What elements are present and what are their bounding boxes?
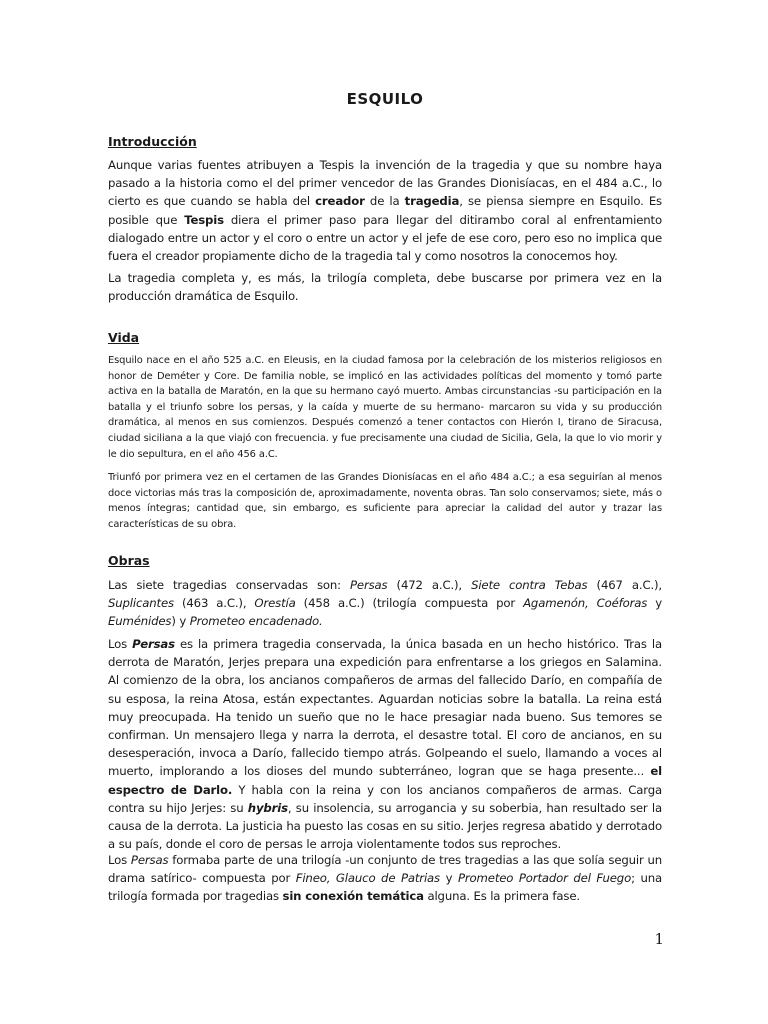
text-run: Los [108, 853, 131, 867]
text-run: formaba parte de una trilogía -un conjunto de tres tragedias a las que solía seguir un drama satírico- compuesta por [108, 853, 662, 886]
text-run: ; una trilogía formada por tragedias [108, 871, 663, 904]
text-run: y [440, 871, 458, 886]
text-run: y [647, 596, 663, 611]
text-run: (458 a.C.) (trilogía compuesta por [295, 596, 524, 611]
text-run: Aunque varias fuentes atribuyen a Tespis la invención de la tragedia y que su nombre haya pasado a la historia como el del primer vencedor de las Grandes Dionisíacas, en el 484 a.C., lo cierto es que cuando se habla del [108, 158, 662, 209]
text-run: alguna. Es la primera fase. [423, 889, 580, 904]
emphasis-text: sin conexión temática [282, 889, 424, 904]
text-run: (463 a.C.), [173, 596, 255, 611]
emphasis-text: Persas [132, 637, 175, 651]
text-run: de la [364, 194, 405, 209]
paragraph-introduccion-2 [108, 269, 662, 305]
emphasis-text: tragedia [404, 194, 460, 209]
emphasis-text: Prometeo Portador del Fuego [457, 871, 632, 886]
emphasis-text: Prometeo encadenado. [189, 614, 323, 629]
emphasis-text: Agamenón, Coéforas [523, 596, 648, 611]
section-heading-vida: Vida [108, 330, 140, 345]
text-run: ) y [171, 614, 190, 629]
text-run: , se piensa siempre en Esquilo. Es posible que [108, 194, 662, 227]
emphasis-text: el espectro de Darlo. [108, 764, 662, 797]
paragraph-vida-1 [108, 353, 662, 462]
section-heading-obras: Obras [108, 553, 150, 568]
paragraph-obras-3 [108, 851, 662, 906]
section-heading-introduccion: Introducción [108, 134, 197, 149]
text-run: diera el primer paso para llegar del ditirambo coral al enfrentamiento dialogado entre un actor y el coro o entre un actor y el jefe de ese coro, pero eso no implica que fuera el creador propiamente dicho de la tragedia tal y como nosotros la conocemos hoy. [108, 212, 662, 264]
emphasis-text: Suplicantes [108, 596, 174, 611]
paragraph-obras-2 [108, 635, 662, 853]
paragraph-introduccion-1 [108, 156, 662, 265]
page-number: 1 [654, 930, 664, 948]
paragraph-vida-2 [108, 470, 662, 532]
text-run: , su insolencia, su arrogancia y su soberbia, han resultado ser la causa de la derrota. La justicia ha puesto las cosas en su sitio. Jerjes regresa abatido y derrotado a su país, donde el coro de persas le arroja violentamente todos sus reproches. [108, 800, 662, 852]
text-run: (472 a.C.), [387, 578, 472, 592]
text-run: Y habla con la reina y con los ancianos compañeros de armas. Carga contra su hijo Jerjes: su [108, 782, 663, 815]
paragraph-obras-1 [108, 576, 662, 631]
emphasis-text: Euménides [108, 614, 172, 629]
emphasis-text: hybris [247, 800, 288, 815]
emphasis-text: Siete contra Tebas [471, 578, 588, 592]
text-run: (467 a.C.), [587, 578, 663, 592]
emphasis-text: Orestía [254, 596, 296, 611]
emphasis-text: Fineo, Glauco de Patrias [295, 871, 441, 886]
text-run: Esquilo nace en el año 525 a.C. en Eleusis, en la ciudad famosa por la celebración de los misterios religiosos en honor de Deméter y Core. De familia noble, se implicó en las actividades políticas del momento y tomó parte activa en la batalla de Maratón, en la que su hermano cayó muerto. Ambas circunstancias -su participación en la batalla y el triunfo sobre los persas, y la caída y muerte de su hermano- marcaron su vida y su producción dramática, al menos en sus comienzos. Después comenzó a tener contactos con Hierón I, tirano de Siracusa, ciudad siciliana a la que viajó con frecuencia. y fue precisamente una ciudad de Sicilia, Gela, la que lo vio morir y le dio sepultura, en el año 456 a.C. [108, 355, 662, 460]
text-run: Triunfó por primera vez en el certamen de las Grandes Dionisíacas en el año 484 a.C.; a esa seguirían al menos doce victorias más tras la composición de, aproximadamente, noventa obras. Tan solo conservamos; siete, más o menos íntegras; cantidad que, sin embargo, es suficiente para apreciar la calidad del autor y trazar las características de su obra. [108, 472, 662, 530]
emphasis-text: creador [315, 194, 365, 209]
text-run: es la primera tragedia conservada, la única basada en un hecho histórico. Tras la derrota de Maratón, Jerjes prepara una expedición para enfrentarse a los griegos en Salamina. Al comienzo de la obra, los ancianos compañeros de armas del fallecido Darío, en compañía de su esposa, la reina Atosa, están expectantes. Aguardan noticias sobre la batalla. La reina está muy preocupada. Ha tenido un sueño que no le hace presagiar nada bueno. Sus temores se confirman. Un mensajero llega y narra la derrota, el desastre total. El coro de ancianos, en su desesperación, invoca a Darío, fallecido tiempo atrás. Golpeando el suelo, llamando a voces al muerto, implorando a los dioses del mundo subterráneo, logran que se haga presente... [108, 637, 662, 779]
emphasis-text: Tespis [184, 212, 224, 227]
emphasis-text: Persas [130, 853, 169, 867]
text-run: Las siete tragedias conservadas son: [108, 578, 351, 592]
page-title: ESQUILO [346, 90, 424, 108]
text-run: La tragedia completa y, es más, la trilogía completa, debe buscarse por primera vez en la producción dramática de Esquilo. [108, 271, 662, 304]
text-run: Los [108, 637, 133, 651]
emphasis-text: Persas [350, 578, 388, 592]
